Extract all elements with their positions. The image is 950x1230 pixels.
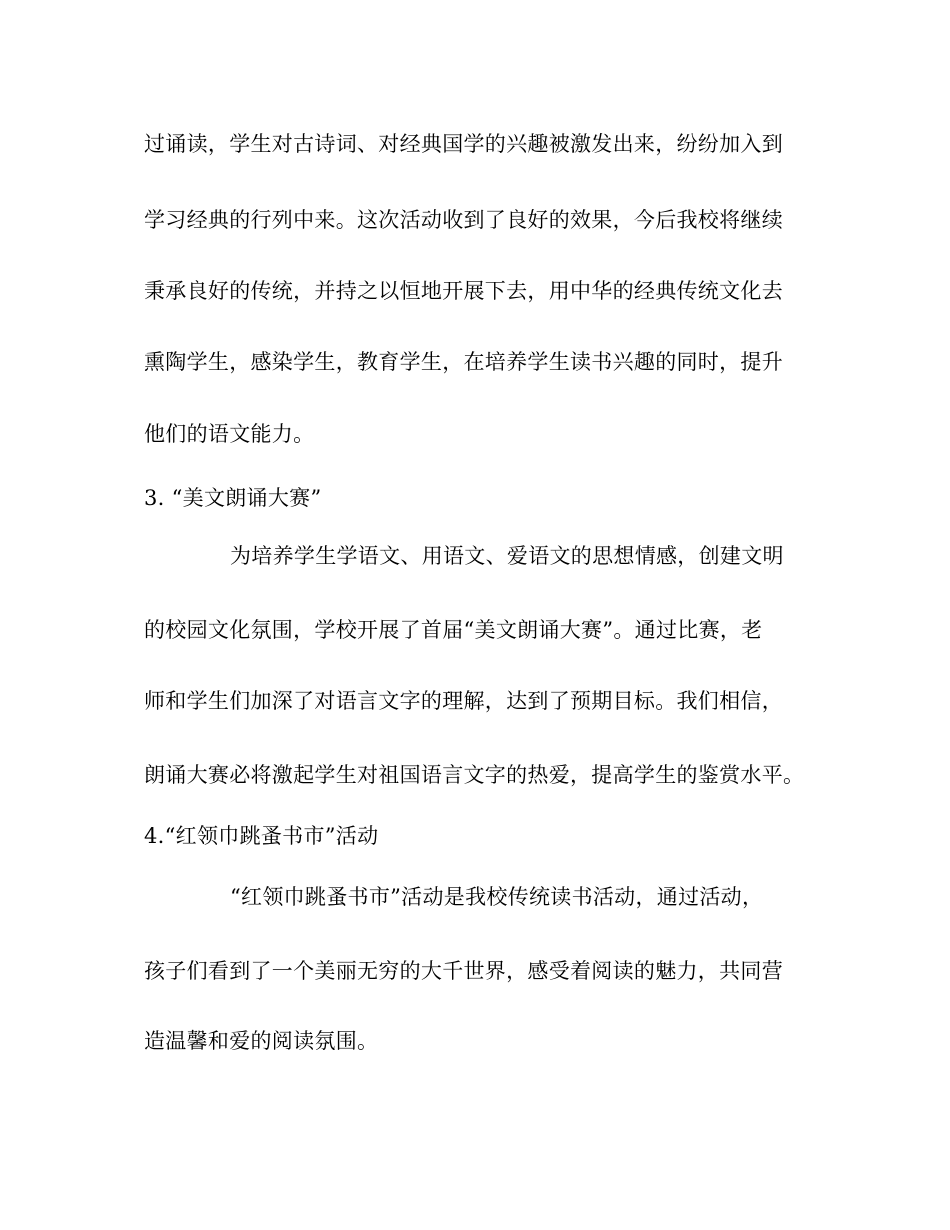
paragraph-line: 的校园文化氛围，学校开展了首届“美文朗诵大赛”。通过比赛，老 [144,618,763,642]
paragraph-line: 学习经典的行列中来。这次活动收到了良好的效果，今后我校将继续 [144,208,783,232]
paragraph-line: 孩子们看到了一个美丽无穷的大千世界，感受着阅读的魅力，共同营 [144,959,783,983]
paragraph-line: 他们的语文能力。 [144,422,315,446]
paragraph-line: 造温馨和爱的阅读氛围。 [144,1029,379,1053]
paragraph-line: 秉承良好的传统，并持之以恒地开展下去，用中华的经典传统文化去 [144,279,783,303]
paragraph-line: 过诵读，学生对古诗词、对经典国学的兴趣被激发出来，纷纷加入到 [144,132,783,156]
paragraph-line: 熏陶学生，感染学生，教育学生，在培养学生读书兴趣的同时，提升 [144,350,783,374]
paragraph-line: 为培养学生学语文、用语文、爱语文的思想情感，创建文明 [230,544,784,568]
paragraph-line: “红领巾跳蚤书市”活动是我校传统读书活动，通过活动， [230,885,764,909]
paragraph-line: 师和学生们加深了对语言文字的理解，达到了预期目标。我们相信， [144,689,783,713]
section-heading: 3. “美文朗诵大赛” [144,486,322,510]
section-heading: 4.“红领巾跳蚤书市”活动 [144,824,379,848]
paragraph-line: 朗诵大赛必将激起学生对祖国语言文字的热爱，提高学生的鉴赏水平。 [144,763,805,787]
